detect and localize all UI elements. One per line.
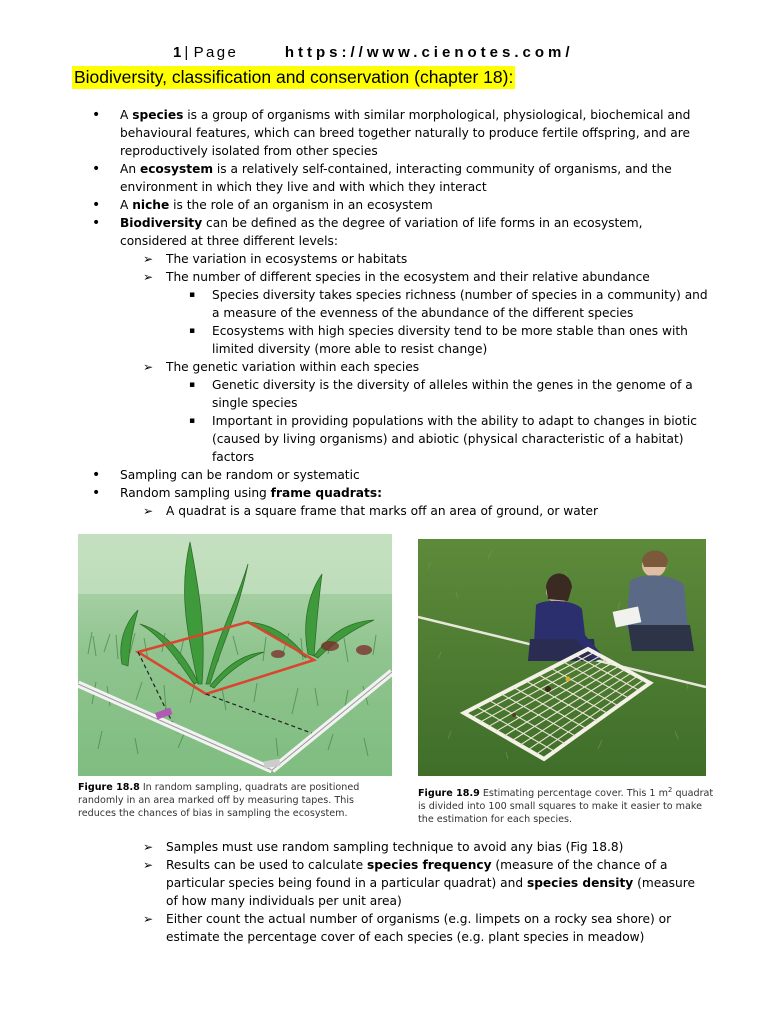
figure-18-9-caption (418, 784, 718, 826)
text: Ecosystems with high species diversity tend to be more stable than ones with limited diversity (more able to resist change) (212, 324, 688, 356)
square-marker: ▪ (189, 380, 196, 390)
text: A (120, 198, 133, 212)
notes-list (0, 106, 768, 520)
arrow-marker: ➢ (143, 504, 154, 518)
term-frame-quadrats: frame quadrats: (270, 486, 382, 500)
page-title: Biodiversity, classification and conservation (chapter 18): (74, 67, 514, 87)
arrow-marker: ➢ (143, 270, 154, 284)
list-item-random-sampling (0, 484, 768, 502)
text: Important in providing populations with the ability to adapt to changes in biotic (caused by living organisms) and abiotic (physical characteristic of a habitat) factors (212, 414, 697, 464)
text: (measure of the chance of a particular species being found in a particular quadrat) and (166, 858, 668, 890)
text: The number of different species in the ecosystem and their relative abundance (166, 270, 650, 284)
text: is a group of organisms with similar morphological, physiological, biochemical and behavioural features, which can breed together naturally to produce fertile offspring, and are reproductively isolated from other species (120, 108, 691, 158)
list-item-niche (0, 196, 768, 214)
list-item-sampling (0, 466, 768, 484)
text: Genetic diversity is the diversity of alleles within the genes in the genome of a single species (212, 378, 693, 410)
caption-text: In random sampling, quadrats are positioned randomly in an area marked off by measuring tapes. This reduces the chances of bias in sampling the ecosystem. (78, 782, 360, 819)
bullet-marker: • (92, 485, 101, 501)
text: A (120, 108, 133, 122)
text: is a relatively self-contained, interacting community of organisms, and the environment in which they live and with which they interact (120, 162, 672, 194)
text: A quadrat is a square frame that marks off an area of ground, or water (166, 504, 599, 518)
term-niche: niche (132, 198, 170, 212)
sub-item (0, 502, 768, 520)
bullet-marker: • (92, 161, 101, 177)
list-item-ecosystem (0, 160, 768, 196)
figure-label: Figure 18.8 (78, 782, 140, 793)
figure-label: Figure 18.9 (418, 788, 480, 800)
sub-sub-item (0, 322, 768, 358)
page-number: 1 (173, 44, 182, 61)
sub-item (0, 856, 768, 910)
text: Either count the actual number of organisms (e.g. limpets on a rocky sea shore) or estimate the percentage cover of each species (e.g. plant species in meadow) (166, 912, 672, 944)
bullet-marker: • (92, 467, 101, 483)
caption-text: Estimating percentage cover. This 1 m (479, 788, 668, 800)
text: Sampling can be random or systematic (120, 468, 360, 482)
quadrat-photo (418, 539, 706, 776)
list-item-species (0, 106, 768, 160)
arrow-marker: ➢ (143, 360, 154, 374)
page-label: Page (193, 44, 239, 61)
arrow-marker: ➢ (143, 912, 154, 926)
square-marker: ▪ (189, 326, 196, 336)
sub-item (0, 268, 768, 286)
text: is the role of an organism in an ecosystem (169, 198, 433, 212)
page-header: 1 | Page https://www.cienotes.com/ (173, 44, 574, 61)
sub-item (0, 910, 768, 946)
text: The variation in ecosystems or habitats (166, 252, 408, 266)
sub-item (0, 250, 768, 268)
header-url[interactable]: https://www.cienotes.com/ (284, 44, 574, 61)
term-species-density: species density (526, 876, 634, 890)
sub-item (0, 838, 768, 856)
text: Results can be used to calculate (166, 858, 368, 872)
caption-text: quadrat is divided into 100 small squares to make it easier to make the estimation for each species. (418, 788, 714, 826)
arrow-marker: ➢ (143, 858, 154, 872)
text: Species diversity takes species richness (number of species in a community) and a measure of the evenness of the abundance of the different species (212, 288, 708, 320)
figure-18-8-caption (78, 781, 378, 820)
text: Random sampling using (120, 486, 271, 500)
text: The genetic variation within each species (166, 360, 420, 374)
text: can be defined as the degree of variation of life forms in an ecosystem, considered at three different levels: (120, 216, 643, 248)
arrow-marker: ➢ (143, 252, 154, 266)
quadrat-illustration (78, 534, 392, 776)
sub-item (0, 358, 768, 376)
bullet-marker: • (92, 197, 101, 213)
term-species-frequency: species frequency (367, 858, 492, 872)
term-ecosystem: ecosystem (139, 162, 214, 176)
term-biodiversity: Biodiversity (120, 216, 203, 230)
term-species: species (132, 108, 184, 122)
text: (measure of how many individuals per unit area) (166, 876, 696, 908)
sub-sub-item (0, 286, 768, 322)
superscript: 2 (667, 786, 673, 794)
bullet-marker: • (92, 107, 101, 123)
sub-sub-item (0, 412, 768, 466)
list-item-biodiversity (0, 214, 768, 250)
sub-sub-item (0, 376, 768, 412)
bullet-marker: • (92, 215, 101, 231)
notes-list-continued (0, 838, 768, 946)
arrow-marker: ➢ (143, 840, 154, 854)
figure-18-9-photo (418, 539, 706, 776)
square-marker: ▪ (189, 290, 196, 300)
text: Samples must use random sampling technique to avoid any bias (Fig 18.8) (166, 840, 624, 854)
text: An (120, 162, 140, 176)
square-marker: ▪ (189, 416, 196, 426)
figure-18-8-illustration (78, 534, 392, 776)
